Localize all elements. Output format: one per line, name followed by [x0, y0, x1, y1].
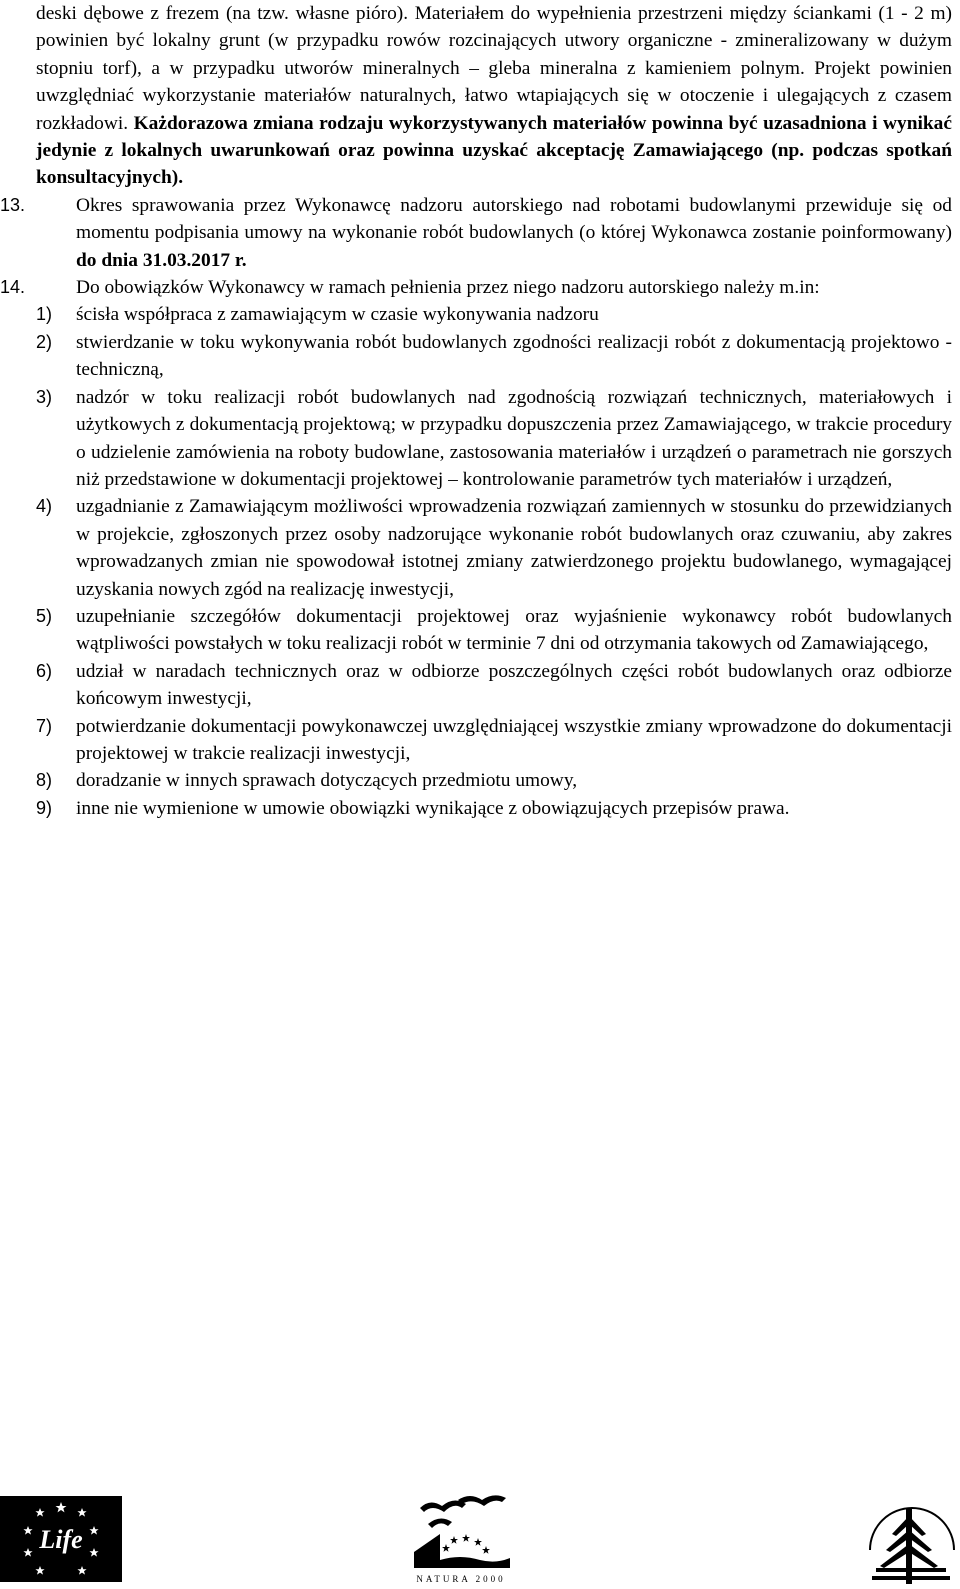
item-14-sublist [36, 301, 952, 822]
list-item-number: 3) [36, 386, 53, 407]
item-14-number: 14. [0, 277, 26, 298]
intro-text: deski dębowe z frezem (na tzw. własne pióro). Materiałem do wypełnienia przestrzeni między ściankami (1 - 2 m) powinien być lokalny grunt (w przypadku rowów rozcinających utwory organiczne - zmineralizowany w dużym stopniu torf), a w przypadku utworów mineralnych – gleba mineralna z kamieniem polnym. Projekt powinien uwzględniać wykorzystanie materiałów naturalnych, łatwo wtapiających się w otoczenie i ulegających z czasem rozkładowi. [36, 3, 952, 134]
item-13-bold-text: do dnia 31.03.2017 r. [76, 249, 247, 271]
list-item-text: potwierdzanie dokumentacji powykonawczej uwzględniającej wszystkie zmiany wprowadzone do dokumentacji projektowej w trakcie realizacji inwestycji, [76, 715, 952, 764]
life-logo-text: Life [39, 1525, 83, 1554]
footer-logos [0, 1490, 960, 1584]
life-logo-graphic [0, 1496, 122, 1582]
list-item-text: inne nie wymienione w umowie obowiązki wynikające z obowiązujących przepisów prawa. [76, 797, 790, 819]
list-item-number: 4) [36, 496, 53, 517]
item-13-number: 13. [0, 194, 26, 215]
item-13-text: Okres sprawowania przez Wykonawcę nadzoru autorskiego nad robotami budowlanymi przewiduje się od momentu podpisania umowy na wykonanie robót budowlanych (o której Wykonawca zostanie poinformowany) [76, 194, 952, 244]
list-item [36, 603, 952, 658]
list-item-text: udział w naradach technicznych oraz w odbiorze poszczególnych części robót budowlanych oraz odbiorze końcowym inwestycji, [76, 660, 952, 710]
list-item-number: 8) [36, 770, 53, 791]
list-item [36, 795, 952, 822]
list-item-text: ścisła współpraca z zamawiającym w czasie wykonywania nadzoru [76, 304, 599, 326]
natura-bird-icon [410, 1490, 512, 1570]
list-item [36, 384, 952, 494]
list-item [36, 301, 952, 328]
intro-bold-text: Każdorazowa zmiana rodzaju wykorzystywanych materiałów powinna być uzasadniona i wynikać jedynie z lokalnych uwarunkowań oraz powinna uzyskać akceptację Zamawiającego (np. podczas spotkań konsultacyjnych). [36, 112, 952, 189]
list-item [36, 767, 952, 794]
list-item-number: 1) [36, 304, 53, 325]
list-item [36, 658, 952, 713]
list-item-number: 6) [36, 660, 53, 681]
list-item [36, 493, 952, 603]
intro-paragraph [36, 0, 952, 192]
list-item-number: 7) [36, 715, 53, 736]
list-item [36, 713, 952, 768]
item-14-text: Do obowiązków Wykonawcy w ramach pełnienia przez niego nadzoru autorskiego należy m.in: [76, 277, 820, 299]
list-item [36, 329, 952, 384]
list-item-text: doradzanie w innych sprawach dotyczących przedmiotu umowy, [76, 770, 578, 792]
item-14 [0, 274, 952, 301]
list-item-number: 2) [36, 331, 53, 352]
list-item-text: uzgadnianie z Zamawiającym możliwości wprowadzenia rozwiązań zamiennych w stosunku do przewidzianych w projekcie, zgłoszonych przez osoby nadzorujące wykonanie robót budowlanych oraz czuwaniu, aby zakres wprowadzanych zmian nie spowodował istotnej zmiany zatwierdzonego projektu budowlanego, wymagającej uzyskania nowych zgód na realizację inwestycji, [76, 496, 952, 600]
list-item-number: 5) [36, 605, 53, 626]
forest-emblem-logo [862, 1490, 960, 1584]
natura-2000-logo [410, 1490, 512, 1584]
natura-logo-text: NATURA 2000 [416, 1574, 506, 1584]
list-item-text: uzupełnianie szczegółów dokumentacji projektowej oraz wyjaśnienie wykonawcy robót budowlanych wątpliwości powstałych w toku realizacji robót w terminie 7 dni od otrzymania takowych od Zamawiającego, [76, 605, 952, 655]
list-item-number: 9) [36, 797, 53, 818]
item-13 [0, 192, 952, 274]
list-item-text: stwierdzanie w toku wykonywania robót budowlanych zgodności realizacji robót z dokumentacją projektowo - techniczną, [76, 331, 952, 381]
list-item-text: nadzór w toku realizacji robót budowlanych nad zgodnością rozwiązań technicznych, materiałowych i użytkowych z dokumentacją projektową; w przypadku dopuszczenia przez Zamawiającego, w trakcie procedury o udzielenie zamówienia na roboty budowlane, zastosowania materiałów i urządzeń o parametrach nie gorszych niż przedstawione w dokumentacji projektowej – kontrolowanie parametrów tych materiałów i urządzeń, [76, 386, 952, 490]
forest-emblem-icon [862, 1490, 960, 1584]
life-logo [0, 1496, 122, 1582]
